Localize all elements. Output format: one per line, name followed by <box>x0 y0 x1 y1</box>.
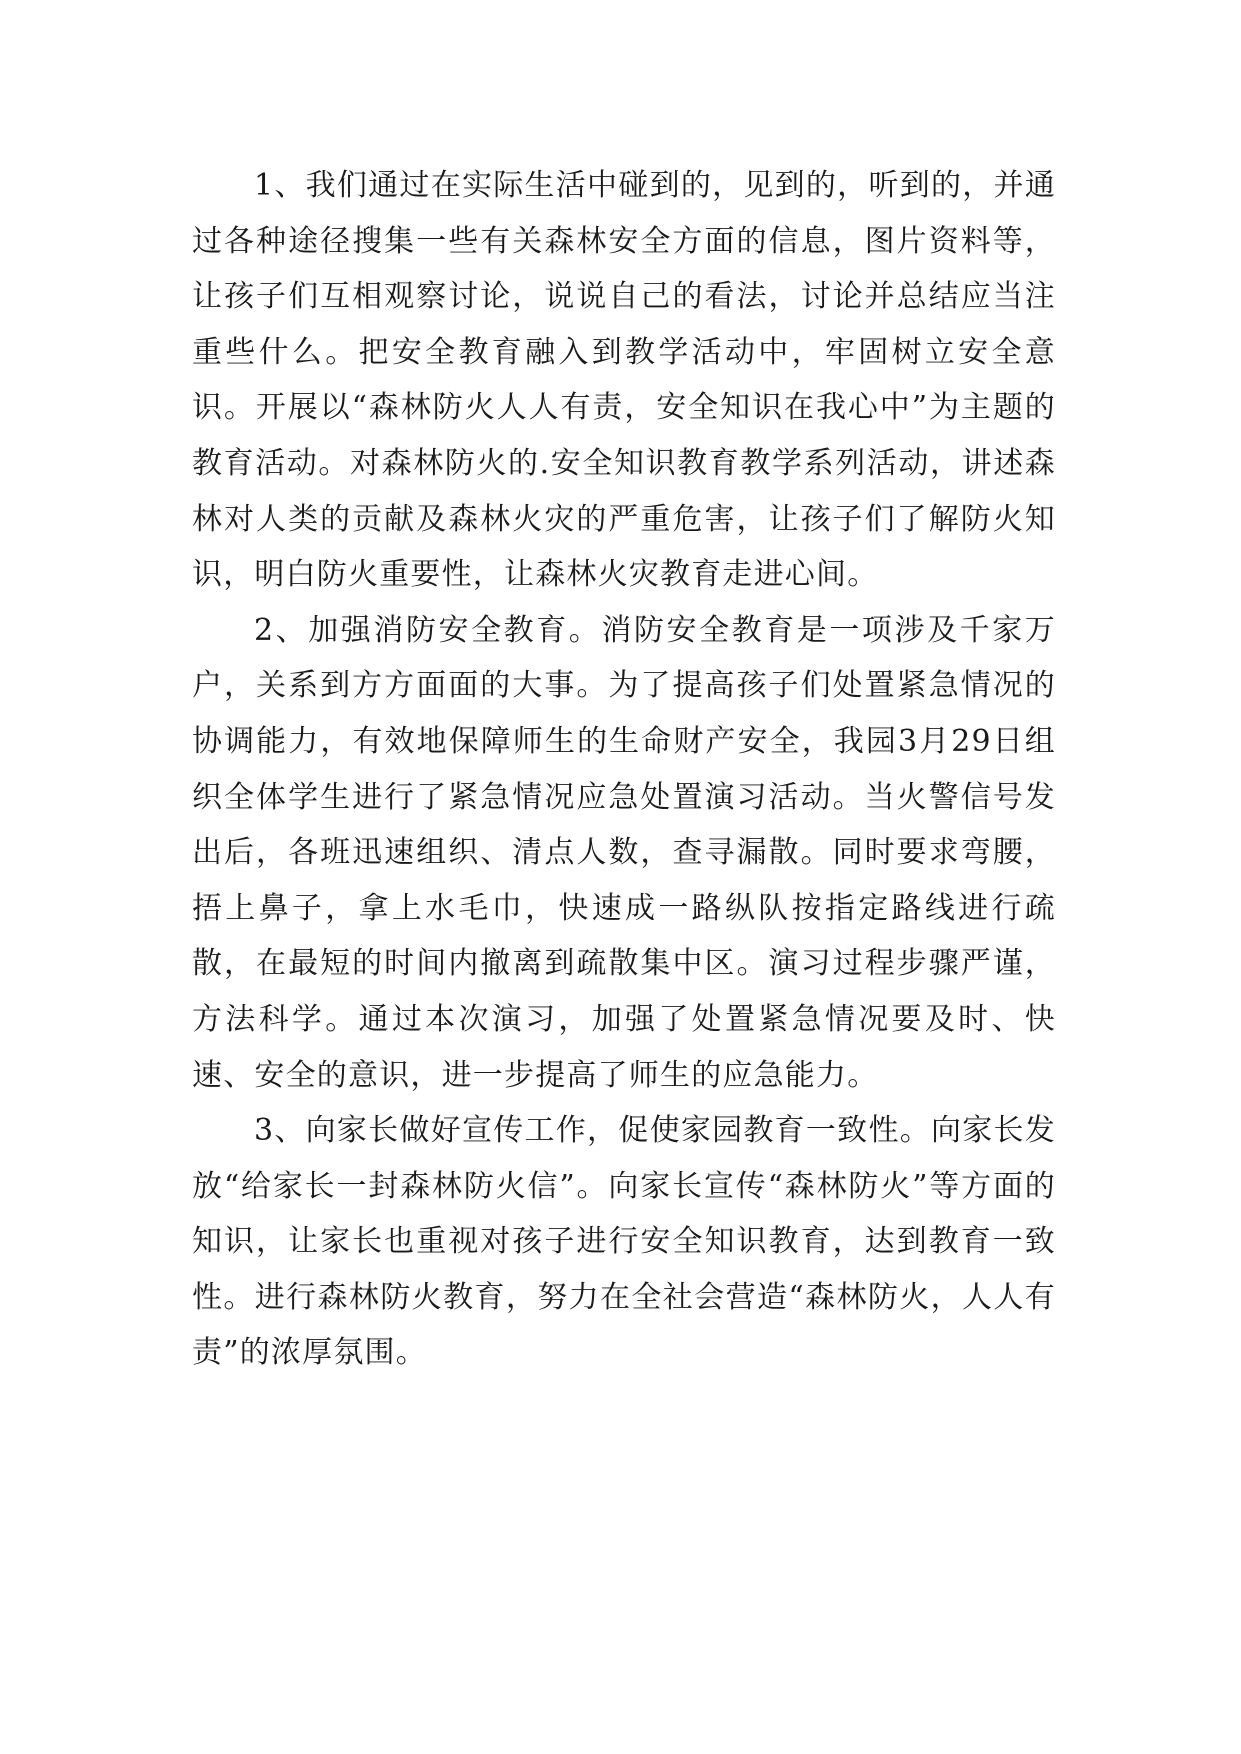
paragraph-parent-outreach: 3、向家长做好宣传工作，促使家园教育一致性。向家长发放“给家长一封森林防火信”。向家长宣传“森林防火”等方面的知识，让家长也重视对孩子进行安全知识教育，达到教育一致性。进行森林防火教育，努力在全社会营造“森林防火，人人有责”的浓厚氛围。 <box>192 1113 1056 1371</box>
paragraph-fire-safety: 2、加强消防安全教育。消防安全教育是一项涉及千家万户，关系到方方面面的大事。为了提高孩子们处置紧急情况的协调能力，有效地保障师生的生命财产安全，我园3月29日组织全体学生进行了紧急情况应急处置演习活动。当火警信号发出后，各班迅速组织、清点人数，查寻漏散。同时要求弯腰，捂上鼻子，拿上水毛巾，快速成一路纵队按指定路线进行疏散，在最短的时间内撤离到疏散集中区。演习过程步骤严谨，方法科学。通过本次演习，加强了处置紧急情况要及时、快速、安全的意识，进一步提高了师生的应急能力。 <box>192 612 1056 1093</box>
document-body <box>192 158 1056 1381</box>
paragraph-forest-safety: 1、我们通过在实际生活中碰到的，见到的，听到的，并通过各种途径搜集一些有关森林安全方面的信息，图片资料等，让孩子们互相观察讨论，说说自己的看法，讨论并总结应当注重些什么。把安全教育融入到教学活动中，牢固树立安全意识。开展以“森林防火人人有责，安全知识在我心中”为主题的教育活动。对森林防火的.安全知识教育教学系列活动，讲述森林对人类的贡献及森林火灾的严重危害，让孩子们了解防火知识，明白防火重要性，让森林火灾教育走进心间。 <box>192 168 1056 593</box>
